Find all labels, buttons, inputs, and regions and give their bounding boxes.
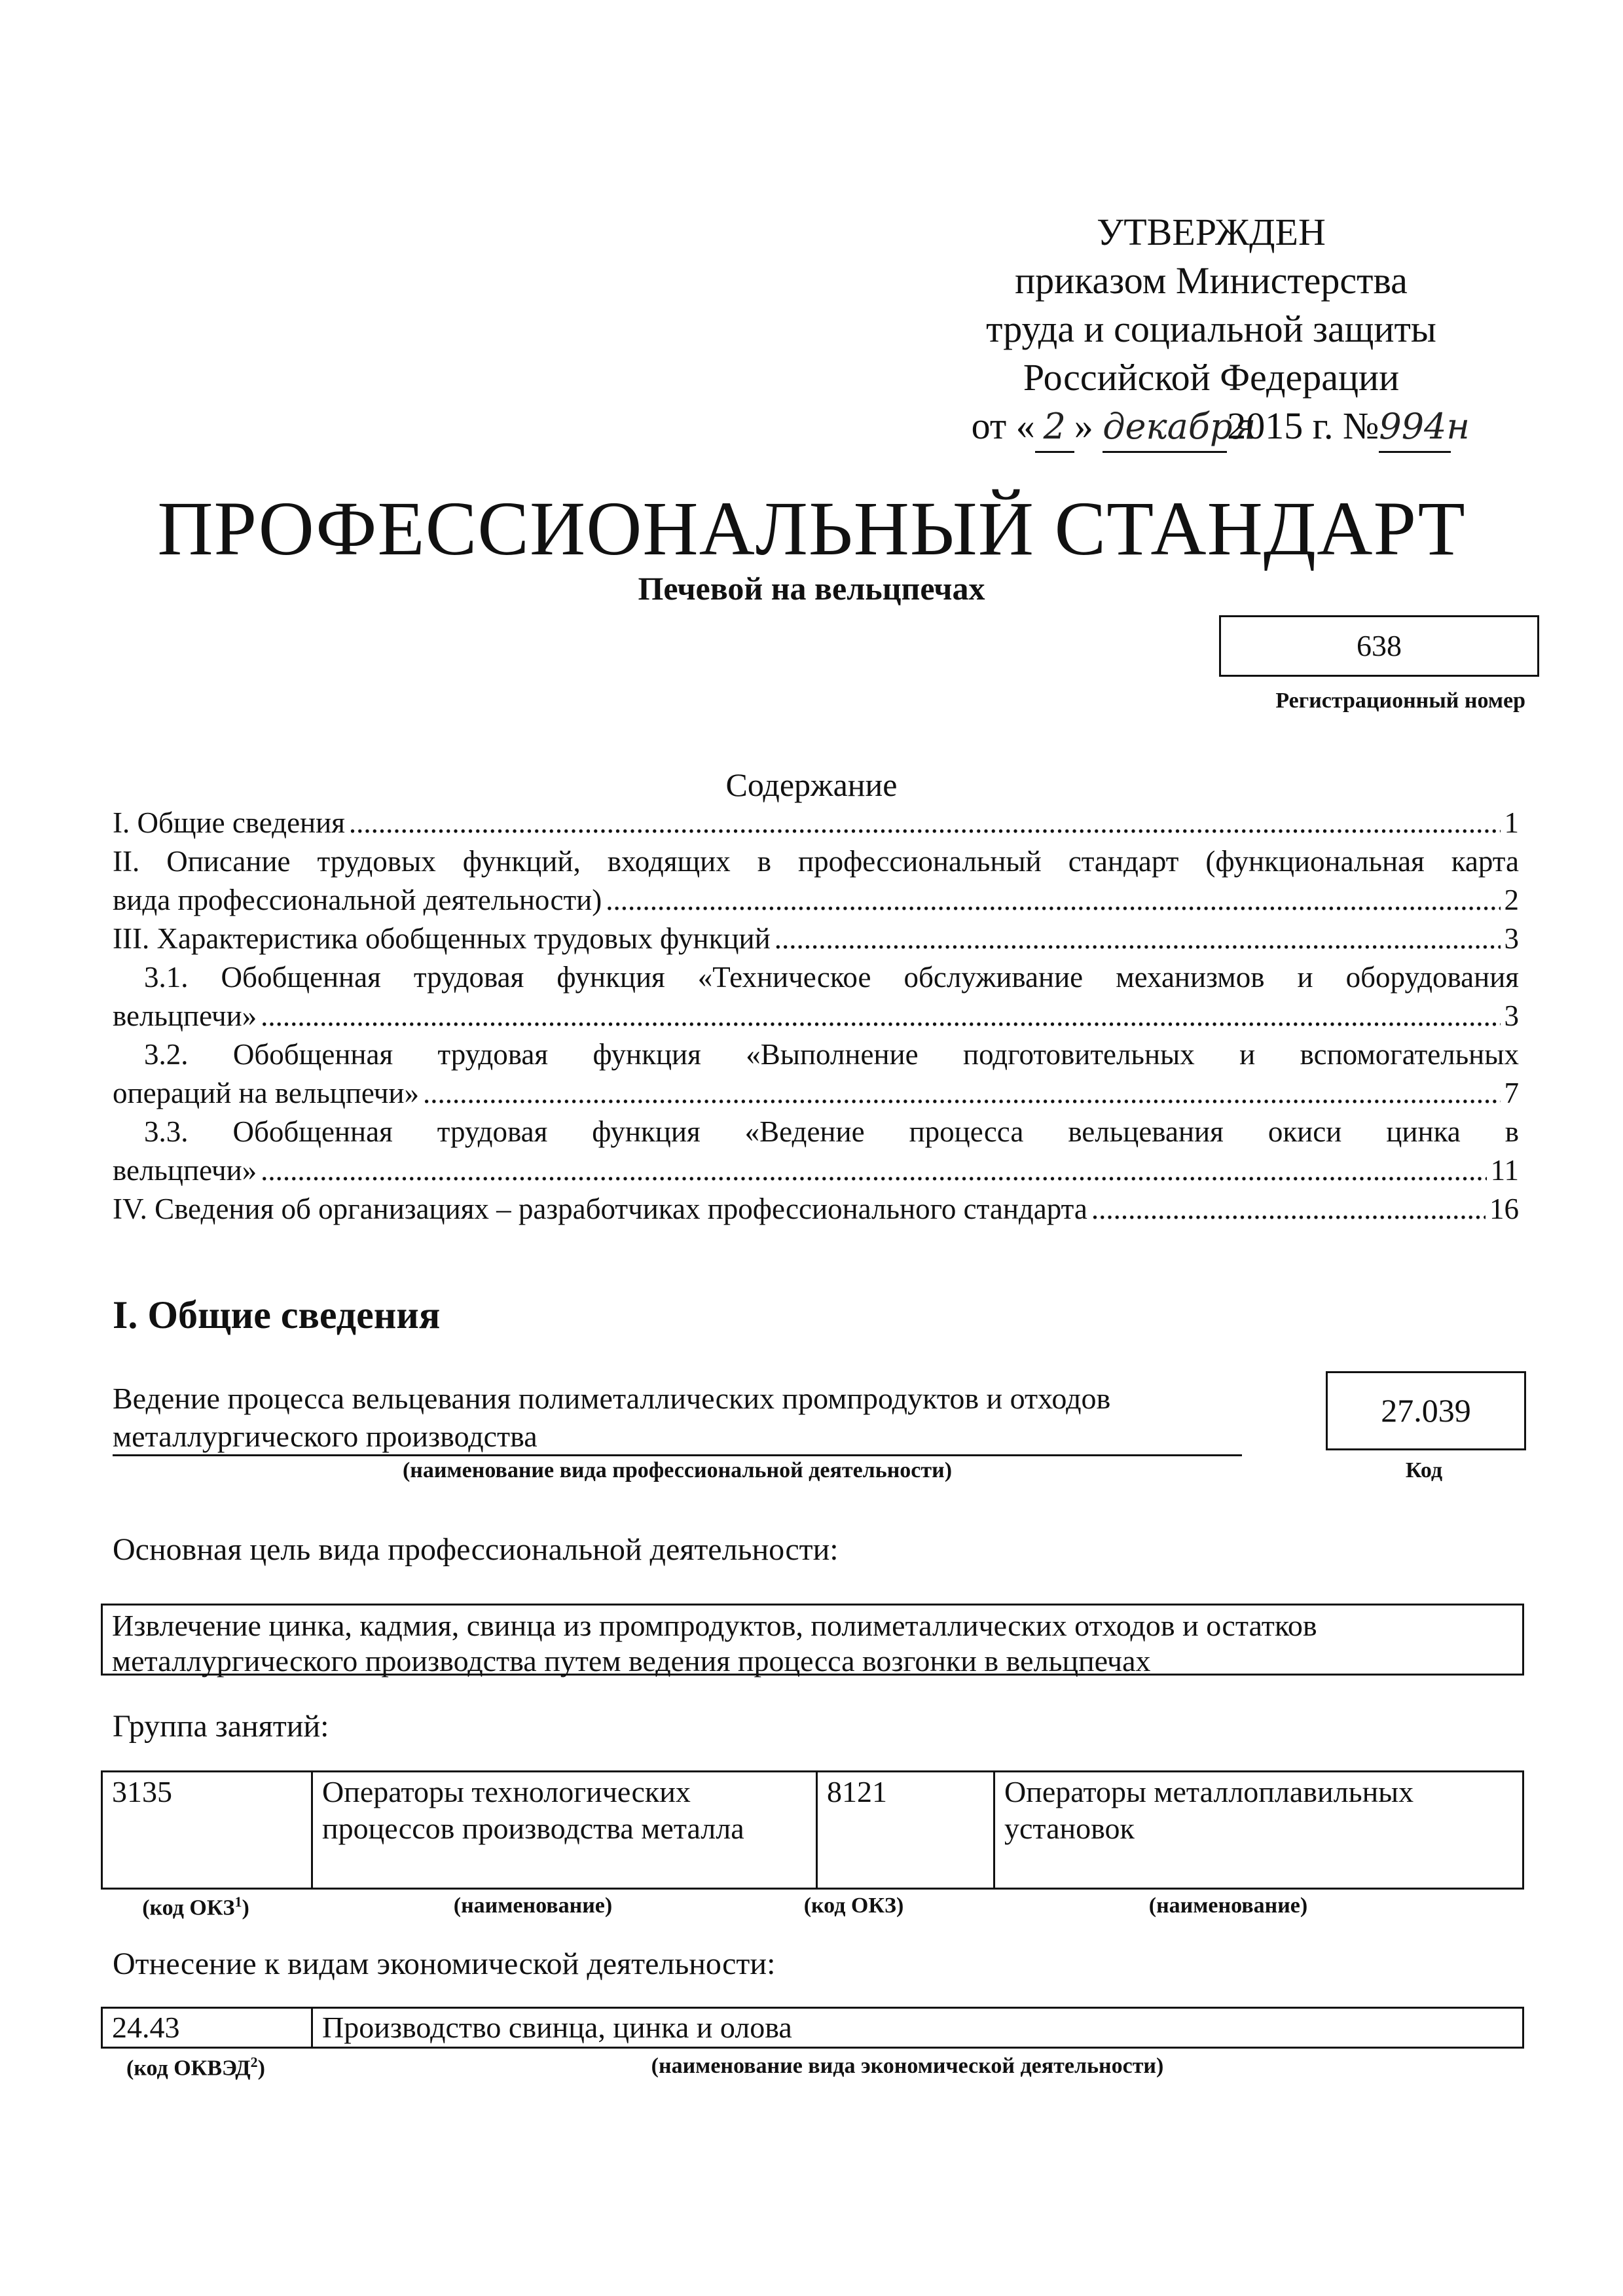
- document-title: ПРОФЕССИОНАЛЬНЫЙ СТАНДАРТ: [157, 486, 1466, 571]
- toc-entry[interactable]: вельцпечи» ..... 3: [113, 997, 1519, 1035]
- handwritten-month: декабря: [1103, 403, 1227, 453]
- activity-code-box: 27.039: [1326, 1371, 1526, 1450]
- okz-code-cell: 8121: [817, 1772, 994, 1889]
- approval-block: [917, 208, 1506, 453]
- economic-activity-table: [101, 2007, 1524, 2049]
- approval-line: труда и социальной защиты: [986, 308, 1436, 350]
- economic-activity-caption: (наименование вида экономической деятельности): [651, 2054, 1164, 2078]
- economic-activity-label: Отнесение к видам экономической деятельности:: [113, 1946, 776, 1981]
- goal-box: Извлечение цинка, кадмия, свинца из промпродуктов, полиметаллических отходов и остатков металлургического производства путем ведения процесса возгонки в вельцпечах: [101, 1604, 1524, 1676]
- code-caption: Код: [1405, 1458, 1443, 1482]
- table-row: [102, 1772, 1523, 1889]
- economic-activity-name-cell: Производство свинца, цинка и олова: [312, 2008, 1523, 2048]
- occupation-table: [101, 1770, 1524, 1890]
- toc-entry[interactable]: IV. Сведения об организациях – разработчиках профессионального стандарта ..... 16: [113, 1190, 1519, 1229]
- okved-code-cell: 24.43: [102, 2008, 312, 2048]
- okz-code-caption: (код ОКЗ$^1$): [142, 1893, 249, 1920]
- document-subtitle: Печевой на вельцпечах: [638, 570, 985, 607]
- occupation-name-cell: Операторы технологических процессов производства металла: [312, 1772, 817, 1889]
- approval-date-line: от « 2 » декабря2015 г. №994н: [917, 402, 1506, 453]
- section-heading: I. Общие сведения: [113, 1293, 441, 1336]
- approval-line: приказом Министерства: [1015, 259, 1408, 302]
- toc-entry-line[interactable]: 3.3. Обобщенная трудовая функция «Ведение процесса вельцевания окиси цинка в: [144, 1115, 1519, 1148]
- handwritten-day: 2: [1035, 403, 1074, 453]
- name-caption: (наименование): [453, 1893, 613, 1918]
- activity-name: Ведение процесса вельцевания полиметаллических промпродуктов и отходов металлургического производства: [113, 1382, 1111, 1453]
- toc-entry-line[interactable]: 3.1. Обобщенная трудовая функция «Техническое обслуживание механизмов и оборудования: [144, 961, 1519, 994]
- handwritten-order-number: 994н: [1379, 403, 1451, 453]
- approval-line: Российской Федерации: [1023, 356, 1400, 399]
- approval-heading: УТВЕРЖДЕН: [1097, 211, 1326, 253]
- toc-entry[interactable]: I. Общие сведения ..... 1: [113, 804, 1519, 842]
- toc-entry-line[interactable]: 3.2. Обобщенная трудовая функция «Выполнение подготовительных и вспомогательных: [144, 1038, 1519, 1071]
- toc-entry[interactable]: операций на вельцпечи» ..... 7: [113, 1074, 1519, 1113]
- registration-number-label: Регистрационный номер: [1275, 689, 1525, 713]
- toc-entry[interactable]: вельцпечи» ..... 11: [113, 1151, 1519, 1190]
- goal-label: Основная цель вида профессиональной деятельности:: [113, 1532, 839, 1567]
- divider: [113, 1454, 1242, 1456]
- occupation-group-label: Группа занятий:: [113, 1709, 329, 1744]
- occupation-name-cell: Операторы металлоплавильных установок: [994, 1772, 1523, 1889]
- okz-code-cell: 3135: [102, 1772, 312, 1889]
- table-row: [102, 2008, 1523, 2048]
- name-caption: (наименование): [1148, 1893, 1308, 1918]
- registration-number-box: 638: [1219, 615, 1539, 677]
- activity-caption: (наименование вида профессиональной деятельности): [402, 1458, 953, 1482]
- toc-entry[interactable]: III. Характеристика обобщенных трудовых функций ..... 3: [113, 920, 1519, 958]
- okved-code-caption: (код ОКВЭД$^2$): [126, 2054, 265, 2081]
- toc-entry[interactable]: вида профессиональной деятельности) ..... 2: [113, 881, 1519, 920]
- contents-heading: Содержание: [725, 766, 898, 803]
- toc-entry-line[interactable]: II. Описание трудовых функций, входящих в профессиональный стандарт (функциональная карта: [113, 845, 1519, 878]
- table-of-contents: [113, 804, 1519, 1229]
- okz-code-caption: (код ОКЗ): [803, 1893, 904, 1918]
